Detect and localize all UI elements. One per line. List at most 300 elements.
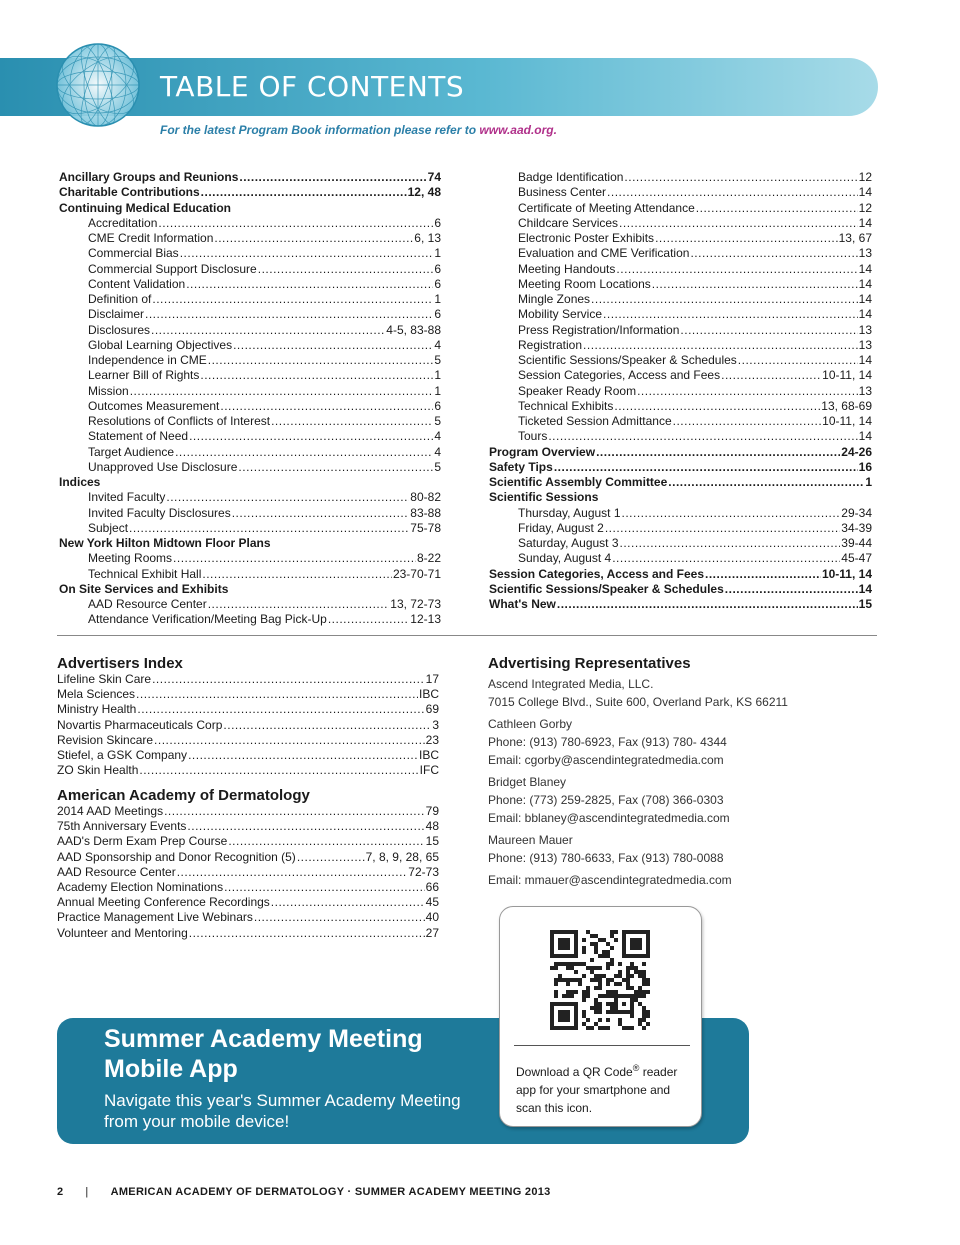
dot-leader	[721, 368, 821, 383]
toc-entry-label: Commercial Bias	[88, 246, 179, 261]
dot-leader	[208, 353, 434, 368]
toc-entry-page: 4	[434, 444, 441, 459]
toc-entry-label: Ticketed Session Admittance	[518, 414, 672, 428]
toc-entry-label: AAD Resource Center	[88, 597, 207, 611]
toc-entry	[59, 414, 441, 429]
dot-leader	[136, 687, 418, 702]
dot-leader	[548, 429, 857, 444]
dot-leader	[620, 536, 841, 551]
dot-leader	[591, 292, 858, 307]
toc-entry-page: 1	[434, 292, 441, 306]
toc-entry	[57, 910, 439, 925]
toc-entry-page: 4-5, 83-88	[386, 322, 441, 337]
toc-entry	[57, 880, 439, 895]
dot-leader	[201, 185, 407, 200]
toc-entry-label: Target Audience	[88, 444, 175, 459]
toc-entry-label: Certificate of Meeting Attendance	[518, 200, 695, 215]
toc-entry-page: 29-34	[841, 505, 872, 520]
toc-entry-label: Continuing Medical Education	[59, 200, 231, 215]
qr-text-start: Download a QR Code	[516, 1065, 633, 1079]
toc-entry	[489, 292, 872, 307]
toc-entry-label: 2014 AAD Meetings	[57, 804, 164, 818]
toc-entry-page: 1	[434, 368, 441, 383]
toc-entry-label: What's New	[489, 597, 556, 611]
dot-leader	[705, 567, 821, 582]
toc-entry-page: 13	[858, 322, 872, 337]
toc-entry	[489, 353, 872, 368]
toc-entry	[59, 368, 441, 383]
toc-entry	[59, 246, 441, 261]
toc-entry	[59, 170, 441, 185]
toc-entry-page: 1	[434, 383, 441, 398]
toc-entry	[489, 551, 872, 566]
toc-entry	[59, 262, 441, 277]
toc-entry	[489, 277, 872, 292]
toc-entry	[489, 490, 872, 505]
dot-leader	[151, 323, 385, 338]
toc-entry	[489, 597, 872, 612]
dot-leader	[238, 460, 433, 475]
toc-entry	[489, 338, 872, 353]
dot-leader	[177, 865, 408, 880]
toc-entry-label: Invited Faculty Disclosures	[88, 505, 231, 520]
dot-leader	[583, 338, 858, 353]
toc-entry	[59, 582, 441, 597]
subtitle-text: For the latest Program Book information please refer to	[160, 123, 477, 137]
toc-entry	[489, 231, 872, 246]
toc-entry	[489, 506, 872, 521]
toc-entry-label: Session Categories, Access and Fees	[518, 368, 721, 383]
toc-entry-label: Safety Tips	[489, 459, 553, 474]
dot-leader	[208, 597, 390, 612]
dot-leader	[187, 819, 424, 834]
toc-entry-label: Speaker Ready Room	[518, 383, 637, 398]
dot-leader	[129, 521, 409, 536]
toc-entry-page: 12	[858, 200, 872, 215]
toc-entry	[57, 865, 439, 880]
toc-entry-label: Business Center	[518, 185, 607, 200]
toc-entry	[59, 445, 441, 460]
toc-entry-label: AAD Sponsorship and Donor Recognition (5)	[57, 849, 296, 864]
toc-entry-page: 74	[427, 170, 441, 184]
toc-entry	[489, 536, 872, 551]
toc-entry-label: Technical Exhibit Hall	[88, 566, 202, 581]
toc-entry	[489, 460, 872, 475]
dot-leader	[738, 353, 858, 368]
toc-entry-page: 5	[434, 353, 441, 367]
contact-name: Maureen Mauer	[488, 833, 573, 847]
toc-entry-label: Mission	[88, 383, 129, 398]
dot-leader	[145, 307, 433, 322]
toc-entry	[489, 429, 872, 444]
dot-leader	[696, 201, 858, 216]
toc-entry-page: 45-47	[841, 551, 872, 566]
dot-leader	[189, 926, 425, 941]
toc-entry-page: 34-39	[841, 520, 872, 535]
toc-entry-label: New York Hilton Midtown Floor Plans	[59, 536, 271, 550]
toc-entry	[489, 567, 872, 582]
toc-entry	[57, 748, 439, 763]
qr-code-icon[interactable]	[550, 930, 650, 1030]
dot-leader	[637, 384, 858, 399]
dot-leader	[166, 490, 409, 505]
toc-entry-page: 14	[858, 276, 872, 291]
toc-entry-page: 69	[425, 702, 439, 717]
toc-entry-page: 13, 68-69	[821, 398, 872, 413]
toc-entry	[489, 201, 872, 216]
toc-entry-label: Program Overview	[489, 444, 596, 459]
toc-entry-page: 13, 72-73	[390, 597, 441, 611]
toc-entry-label: CME Credit Information	[88, 231, 214, 245]
toc-entry	[59, 475, 441, 490]
toc-entry-label: Disclaimer	[88, 307, 145, 322]
toc-entry-label: Revision Skincare	[57, 732, 154, 747]
toc-entry-page: 13	[858, 246, 872, 261]
toc-entry-label: Practice Management Live Webinars	[57, 910, 253, 925]
dot-leader	[328, 612, 409, 627]
toc-entry	[59, 429, 441, 444]
toc-entry-label: On Site Services and Exhibits	[59, 581, 229, 596]
toc-entry-page: 6	[434, 398, 441, 413]
toc-entry	[489, 323, 872, 338]
toc-entry-label: Volunteer and Mentoring	[57, 925, 188, 940]
dot-leader	[214, 231, 413, 246]
contact-name: Bridget Blaney	[488, 775, 567, 789]
toc-entry-page: 10-11, 14	[822, 368, 872, 383]
toc-entry-page: 13	[858, 383, 872, 398]
toc-entry	[489, 185, 872, 200]
toc-entry	[59, 612, 441, 627]
dot-leader	[223, 718, 431, 733]
toc-entry-label: Tours	[518, 429, 548, 444]
toc-entry-label: Ministry Health	[57, 702, 137, 717]
toc-entry	[57, 834, 439, 849]
toc-entry	[57, 804, 439, 819]
toc-entry-page: 5	[434, 459, 441, 474]
toc-entry-page: 83-88	[410, 505, 441, 520]
toc-entry-page: 8-22	[416, 551, 441, 566]
dot-leader	[202, 567, 392, 582]
toc-entry-page: 6	[434, 307, 441, 322]
toc-entry-label: Thursday, August 1	[518, 505, 621, 520]
toc-entry-page: 14	[858, 261, 872, 276]
toc-entry	[59, 460, 441, 475]
toc-entry-label: Technical Exhibits	[518, 398, 614, 413]
toc-entry	[489, 246, 872, 261]
toc-entry-label: Global Learning Objectives	[88, 337, 233, 352]
toc-entry-label: Stiefel, a GSK Company	[57, 747, 188, 762]
dot-leader	[624, 170, 857, 185]
toc-entry-page: IBC	[418, 687, 439, 702]
toc-entry	[59, 185, 441, 200]
toc-entry	[57, 819, 439, 834]
dot-leader	[557, 597, 858, 612]
app-description	[104, 1090, 504, 1132]
advertisers-list	[57, 672, 439, 778]
dot-leader	[652, 277, 858, 292]
aad-list	[57, 804, 439, 941]
toc-entry	[489, 262, 872, 277]
toc-entry	[489, 582, 872, 597]
toc-entry-page: IBC	[418, 747, 439, 762]
toc-entry-label: Definition of	[88, 292, 152, 306]
dot-leader	[186, 277, 433, 292]
dot-leader	[297, 850, 365, 865]
toc-entry-page: 79	[425, 804, 439, 818]
toc-entry-label: Attendance Verification/Meeting Bag Pick-Up	[88, 612, 327, 627]
contact-name: Cathleen Gorby	[488, 717, 573, 731]
toc-entry	[59, 567, 441, 582]
toc-entry-page: 16	[858, 459, 872, 474]
toc-entry-label: AAD Resource Center	[57, 864, 176, 879]
toc-entry-label: 75th Anniversary Events	[57, 819, 187, 834]
toc-entry-page: 14	[858, 292, 872, 306]
contact-email[interactable]: Email: cgorby@ascendintegratedmedia.com	[488, 753, 724, 767]
toc-left-column	[59, 170, 441, 628]
toc-entry	[489, 475, 872, 490]
toc-entry-page: 80-82	[410, 490, 441, 505]
dot-leader	[239, 170, 426, 185]
reps-address: 7015 College Blvd., Suite 600, Overland Park, KS 66211	[488, 695, 788, 709]
dot-leader	[130, 384, 434, 399]
toc-entry-label: Academy Election Nominations	[57, 879, 224, 894]
toc-entry	[59, 490, 441, 505]
toc-entry-label: Press Registration/Information	[518, 322, 680, 337]
page-footer	[57, 1186, 551, 1198]
toc-entry-page: 7, 8, 9, 28, 65	[365, 849, 439, 864]
dot-leader	[258, 262, 434, 277]
globe-icon	[55, 42, 141, 128]
app-title-line: Summer Academy Meeting	[104, 1025, 423, 1053]
toc-entry	[57, 672, 439, 687]
toc-entry-label: Mela Sciences	[57, 687, 136, 702]
dot-leader	[137, 702, 424, 717]
contact-phone: Phone: (913) 780-6923, Fax (913) 780- 4344	[488, 735, 727, 749]
toc-entry-label: Badge Identification	[518, 170, 624, 184]
footer-text: AMERICAN ACADEMY OF DERMATOLOGY · SUMMER ACADEMY MEETING 2013	[110, 1186, 551, 1198]
toc-entry-page: 24-26	[841, 444, 872, 459]
toc-entry-label: Scientific Sessions	[489, 490, 599, 505]
toc-entry-label: Independence in CME	[88, 353, 207, 367]
dot-leader	[616, 262, 857, 277]
toc-entry-label: Indices	[59, 475, 101, 489]
dot-leader	[673, 414, 822, 429]
toc-entry	[59, 536, 441, 551]
aad-title: American Academy of Dermatology	[57, 787, 310, 804]
toc-entry-label: Annual Meeting Conference Recordings	[57, 895, 270, 910]
toc-entry-page: 14	[858, 185, 872, 200]
toc-entry	[59, 399, 441, 414]
website-link[interactable]: www.aad.org.	[479, 123, 557, 137]
dot-leader	[224, 880, 425, 895]
dot-leader	[725, 582, 858, 597]
page-title: TABLE OF CONTENTS	[160, 70, 465, 103]
toc-entry-page: 6, 13	[414, 231, 441, 245]
toc-entry-label: Electronic Poster Exhibits	[518, 231, 655, 245]
toc-entry	[489, 414, 872, 429]
toc-entry	[57, 687, 439, 702]
app-title-line: Mobile App	[104, 1055, 238, 1083]
toc-entry-label: Meeting Handouts	[518, 261, 616, 276]
dot-leader	[614, 399, 820, 414]
toc-entry-label: Meeting Rooms	[88, 551, 173, 566]
toc-entry-page: 72-73	[408, 864, 439, 879]
dot-leader	[605, 521, 840, 536]
toc-right-column	[489, 170, 872, 612]
toc-entry-label: Learner Bill of Rights	[88, 368, 200, 383]
toc-entry-label: Childcare Services	[518, 215, 619, 230]
toc-entry-page: 23-70-71	[392, 566, 441, 581]
toc-entry	[57, 926, 439, 941]
dot-leader	[612, 551, 840, 566]
toc-entry-label: ZO Skin Health	[57, 763, 139, 778]
toc-entry	[57, 733, 439, 748]
toc-entry	[57, 763, 439, 778]
toc-entry	[59, 506, 441, 521]
dot-leader	[188, 748, 418, 763]
toc-entry-page: 17	[425, 672, 439, 686]
toc-entry-label: Invited Faculty	[88, 490, 166, 505]
toc-entry-page: 40	[425, 910, 439, 925]
dot-leader	[232, 506, 410, 521]
toc-entry-label: Outcomes Measurement	[88, 398, 220, 413]
dot-leader	[668, 475, 864, 490]
toc-entry-page: 12	[858, 170, 872, 184]
toc-entry	[489, 521, 872, 536]
dot-leader	[152, 292, 433, 307]
page-number: 2	[57, 1186, 64, 1198]
dot-leader	[271, 895, 425, 910]
dot-leader	[173, 551, 416, 566]
toc-entry-label: Evaluation and CME Verification	[518, 246, 690, 261]
toc-entry	[59, 231, 441, 246]
toc-entry	[57, 895, 439, 910]
toc-entry-page: 4	[434, 337, 441, 352]
toc-entry-page: 14	[858, 215, 872, 230]
toc-entry-page: 14	[858, 307, 872, 322]
advertisers-index-title: Advertisers Index	[57, 655, 183, 672]
toc-entry-page: 1	[434, 246, 441, 261]
toc-entry-page: 23	[425, 732, 439, 747]
toc-entry-page: 12, 48	[407, 185, 441, 200]
toc-entry-label: AAD's Derm Exam Prep Course	[57, 834, 228, 849]
footer-separator: |	[85, 1186, 89, 1198]
toc-entry	[489, 445, 872, 460]
toc-entry-label: Mingle Zones	[518, 292, 591, 306]
dot-leader	[158, 216, 433, 231]
toc-entry	[59, 521, 441, 536]
toc-entry	[489, 216, 872, 231]
toc-entry-page: 10-11, 14	[821, 566, 872, 581]
toc-entry-label: Resolutions of Conflicts of Interest	[88, 414, 271, 428]
dot-leader	[200, 368, 433, 383]
toc-entry	[489, 307, 872, 322]
dot-leader	[655, 231, 838, 246]
toc-entry-label: Novartis Pharmaceuticals Corp	[57, 717, 223, 732]
toc-entry	[489, 170, 872, 185]
app-title	[104, 1024, 504, 1084]
dot-leader	[690, 246, 857, 261]
toc-entry-page: IFC	[419, 763, 439, 778]
toc-entry-label: Subject	[88, 520, 129, 535]
toc-entry-label: Registration	[518, 337, 583, 352]
toc-entry	[59, 597, 441, 612]
toc-entry-page: 39-44	[841, 536, 872, 550]
dot-leader	[154, 733, 425, 748]
app-desc-line: Navigate this year's Summer Academy Meeting	[104, 1091, 461, 1110]
toc-entry-page: 6	[434, 215, 441, 230]
qr-text-end: reader app for your smartphone and scan this icon.	[516, 1065, 678, 1115]
toc-entry-label: Disclosures	[88, 322, 151, 337]
qr-instructions	[516, 1059, 696, 1117]
toc-entry-page: 48	[425, 819, 439, 834]
toc-entry-label: Ancillary Groups and Reunions	[59, 170, 239, 184]
toc-entry-label: Scientific Assembly Committee	[489, 475, 668, 489]
toc-entry-label: Accreditation	[88, 215, 158, 230]
toc-entry-page: 45	[425, 895, 439, 910]
dot-leader	[596, 445, 840, 460]
dot-leader	[554, 460, 858, 475]
section-divider	[57, 635, 877, 636]
toc-entry-page: 1	[865, 475, 872, 489]
toc-entry	[59, 338, 441, 353]
toc-entry	[59, 551, 441, 566]
toc-entry-page: 5	[434, 414, 441, 428]
toc-entry	[59, 353, 441, 368]
toc-entry-label: Charitable Contributions	[59, 185, 200, 200]
toc-entry-page: 13, 67	[838, 231, 872, 245]
reps-block	[488, 675, 848, 889]
toc-entry-label: Unapproved Use Disclosure	[88, 459, 238, 474]
toc-entry-page: 10-11, 14	[822, 414, 872, 428]
dot-leader	[680, 323, 857, 338]
toc-entry-page: 14	[858, 353, 872, 367]
contact-email[interactable]: Email: mmauer@ascendintegratedmedia.com	[488, 873, 732, 887]
app-desc-line: from your mobile device!	[104, 1112, 290, 1131]
toc-entry-label: Saturday, August 3	[518, 536, 619, 550]
toc-entry-label: Session Categories, Access and Fees	[489, 566, 704, 581]
reps-title: Advertising Representatives	[488, 655, 691, 672]
dot-leader	[175, 445, 433, 460]
toc-entry	[57, 718, 439, 733]
dot-leader	[254, 910, 425, 925]
toc-entry	[59, 292, 441, 307]
toc-entry	[59, 201, 441, 216]
toc-entry-label: Content Validation	[88, 276, 186, 291]
toc-entry-label: Scientific Sessions/Speaker & Schedules	[489, 581, 724, 596]
toc-entry	[59, 277, 441, 292]
toc-entry	[59, 323, 441, 338]
toc-entry-label: Meeting Room Locations	[518, 276, 651, 291]
toc-entry-page: 6	[434, 276, 441, 291]
toc-entry-page: 15	[425, 834, 439, 849]
toc-entry-page: 4	[434, 429, 441, 444]
dot-leader	[233, 338, 433, 353]
contact-email[interactable]: Email: bblaney@ascendintegratedmedia.com	[488, 811, 730, 825]
toc-entry	[57, 702, 439, 717]
toc-entry	[57, 850, 439, 865]
toc-entry	[489, 368, 872, 383]
toc-entry-page: 12-13	[410, 612, 441, 627]
dot-leader	[152, 672, 425, 687]
toc-entry-label: Scientific Sessions/Speaker & Schedules	[518, 353, 737, 367]
toc-entry-page: 27	[425, 925, 439, 940]
toc-entry	[59, 307, 441, 322]
dot-leader	[607, 185, 858, 200]
toc-entry-page: 14	[858, 429, 872, 444]
dot-leader	[180, 246, 434, 261]
toc-entry	[489, 384, 872, 399]
